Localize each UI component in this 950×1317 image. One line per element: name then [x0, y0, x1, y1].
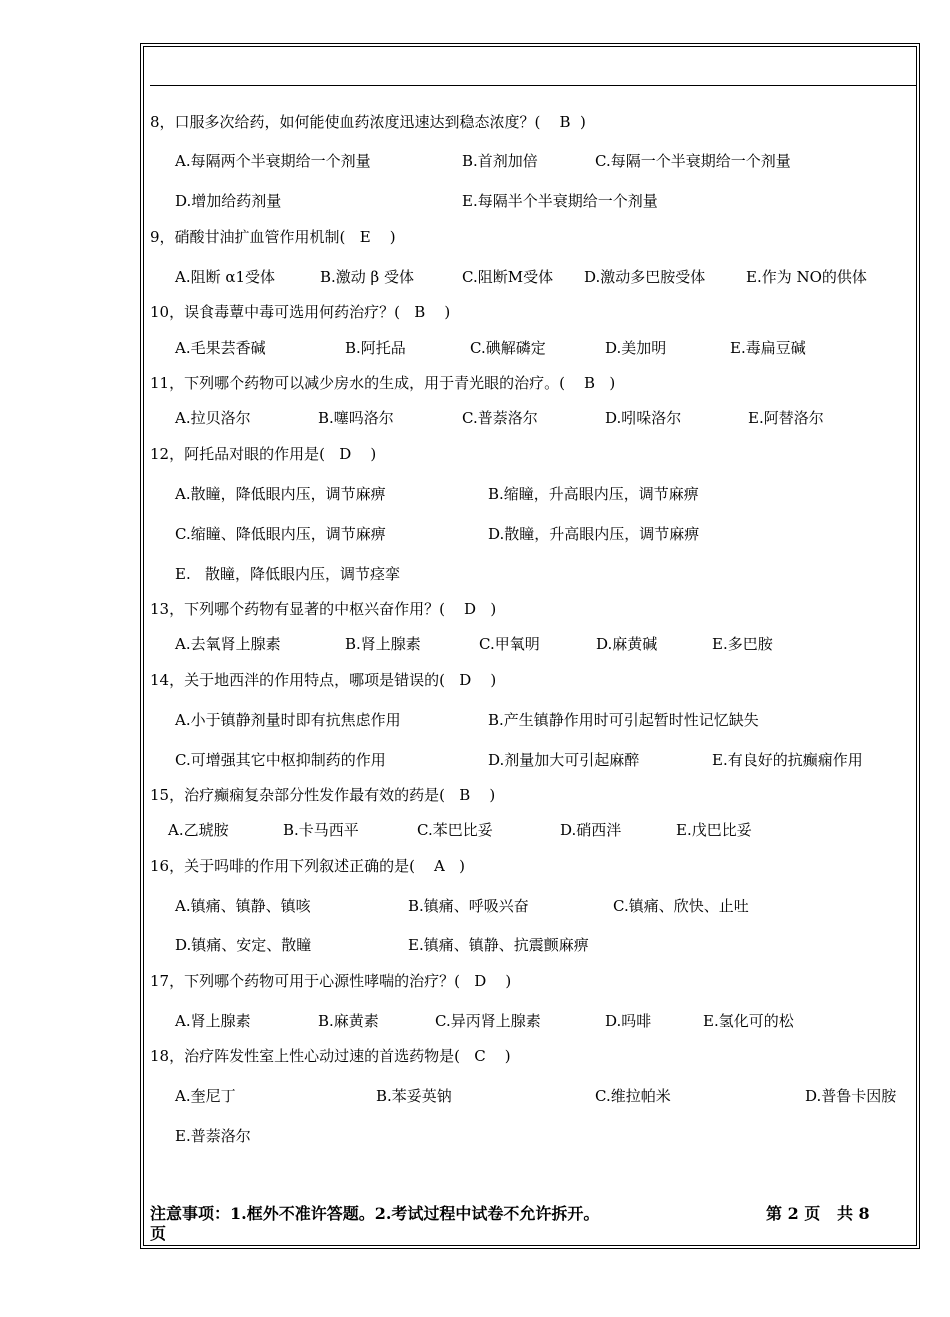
option: A.奎尼丁 [175, 1087, 236, 1105]
page-number-wrap: 页 [150, 1224, 167, 1243]
option: A.乙琥胺 [168, 821, 229, 839]
option: C.每隔一个半衰期给一个剂量 [595, 152, 791, 170]
option: D.激动多巴胺受体 [584, 268, 706, 286]
option: B.卡马西平 [283, 821, 359, 839]
option: E.毒扁豆碱 [730, 339, 806, 357]
option: A.镇痛、镇静、镇咳 [175, 897, 311, 915]
question-8: 8，口服多次给药，如何能使血药浓度迅速达到稳态浓度？( B ) [150, 113, 586, 131]
option: E.氢化可的松 [703, 1012, 794, 1030]
question-15: 15，治疗癫痫复杂部分性发作最有效的药是( B ) [150, 786, 496, 804]
question-9: 9，硝酸甘油扩血管作用机制( E ) [150, 228, 396, 246]
question-17: 17，下列哪个药物可用于心源性哮喘的治疗？( D ) [150, 972, 512, 990]
option: E.作为 NO的供体 [746, 268, 867, 286]
option: E.阿替洛尔 [748, 409, 824, 427]
option: A.肾上腺素 [175, 1012, 251, 1030]
option: E.每隔半个半衰期给一个剂量 [462, 192, 658, 210]
option: D.剂量加大可引起麻醉 [488, 751, 640, 769]
option: B.麻黄素 [318, 1012, 379, 1030]
option: B.噻吗洛尔 [318, 409, 394, 427]
option: C.异丙肾上腺素 [435, 1012, 541, 1030]
option: B.阿托品 [345, 339, 406, 357]
option: C.可增强其它中枢抑制药的作用 [175, 751, 386, 769]
option: B.苯妥英钠 [376, 1087, 452, 1105]
option: D.硝西泮 [560, 821, 622, 839]
option: E.多巴胺 [712, 635, 773, 653]
option: D.散瞳，升高眼内压，调节麻痹 [488, 525, 700, 543]
option: B.产生镇静作用时可引起暂时性记忆缺失 [488, 711, 759, 729]
option: B.镇痛、呼吸兴奋 [408, 897, 529, 915]
footer-notice: 注意事项：1.框外不准许答题。2.考试过程中试卷不允许拆开。 [150, 1204, 600, 1223]
question-13: 13，下列哪个药物有显著的中枢兴奋作用？( D ) [150, 600, 497, 618]
option: A.散瞳，降低眼内压，调节麻痹 [175, 485, 386, 503]
option: A.阻断 α1受体 [175, 268, 276, 286]
option: A.每隔两个半衰期给一个剂量 [175, 152, 371, 170]
option: C.阻断M受体 [462, 268, 554, 286]
option: D.美加明 [605, 339, 667, 357]
option: D.普鲁卡因胺 [805, 1087, 897, 1105]
option: B.缩瞳，升高眼内压，调节麻痹 [488, 485, 699, 503]
option: C.缩瞳、降低眼内压，调节麻痹 [175, 525, 386, 543]
option: C.苯巴比妥 [417, 821, 493, 839]
question-11: 11，下列哪个药物可以减少房水的生成，用于青光眼的治疗。( B ) [150, 374, 616, 392]
option: C.普萘洛尔 [462, 409, 538, 427]
question-16: 16，关于吗啡的作用下列叙述正确的是( A ) [150, 857, 466, 875]
option: D.增加给药剂量 [175, 192, 282, 210]
option: C.甲氧明 [479, 635, 540, 653]
option: C.维拉帕米 [595, 1087, 671, 1105]
option: C.碘解磷定 [470, 339, 546, 357]
option: B.肾上腺素 [345, 635, 421, 653]
option: C.镇痛、欣快、止吐 [613, 897, 749, 915]
option: A.毛果芸香碱 [175, 339, 266, 357]
question-12: 12，阿托品对眼的作用是( D ) [150, 445, 377, 463]
option: A.去氧肾上腺素 [175, 635, 281, 653]
option: D.麻黄碱 [596, 635, 658, 653]
option: E. 散瞳，降低眼内压，调节痉挛 [175, 565, 401, 583]
page-number: 第 2 页 共 8 [766, 1204, 870, 1223]
option: A.小于镇静剂量时即有抗焦虑作用 [175, 711, 401, 729]
option: E.镇痛、镇静、抗震颤麻痹 [408, 936, 589, 954]
option: D.吗啡 [605, 1012, 652, 1030]
option: E.戊巴比妥 [676, 821, 752, 839]
option: B.首剂加倍 [462, 152, 538, 170]
option: E.有良好的抗癫痫作用 [712, 751, 863, 769]
option: A.拉贝洛尔 [175, 409, 251, 427]
option: E.普萘洛尔 [175, 1127, 251, 1145]
option: D.吲哚洛尔 [605, 409, 682, 427]
question-18: 18，治疗阵发性室上性心动过速的首选药物是( C ) [150, 1047, 511, 1065]
option: D.镇痛、安定、散瞳 [175, 936, 312, 954]
question-14: 14，关于地西泮的作用特点，哪项是错误的( D ) [150, 671, 497, 689]
option: B.激动 β 受体 [320, 268, 414, 286]
question-10: 10，误食毒蕈中毒可选用何药治疗？( B ) [150, 303, 451, 321]
